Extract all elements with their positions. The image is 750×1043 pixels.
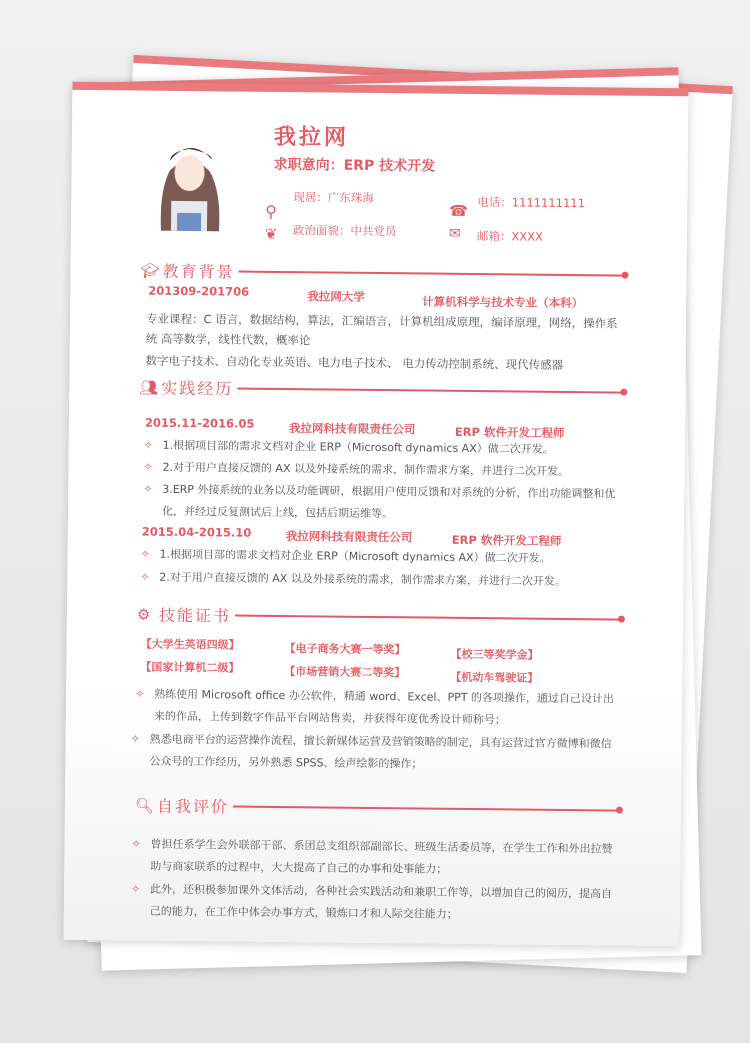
political-status: 政治面貌：中共党员 — [292, 223, 397, 239]
skill-item: ✧ 熟练使用 Microsoft office 办公软件，精通 word、Excel、PPT 的各项操作，通过自己设计出来的作品，上传到数字作品平台网站售卖，并获得年度优秀设计师称号； — [135, 687, 615, 727]
section-self-evaluation — [135, 793, 620, 821]
edu-courses-2: 数字电子技术、自动化专业英语、电力电子技术、 电力传动控制系统、现代传感器 — [145, 353, 564, 372]
section-title: 自我评价 — [156, 796, 230, 817]
phone-icon: ☎ — [449, 201, 468, 220]
job-company: 我拉网科技有限责任公司 — [288, 421, 416, 437]
skill-item: ✧ 熟悉电商平台的运营操作流程，擅长新媒体运营及营销策略的制定，具有运营过官方微博和微信公众号的工作经历，另外熟悉 SPSS、绘声绘影的操作； — [130, 732, 612, 771]
section-title: 教育背景 — [162, 261, 235, 282]
section-experience — [139, 376, 624, 404]
job-intent: 求职意向：ERP 技术开发 — [273, 156, 436, 175]
job-period: 2015.04-2015.10 — [141, 524, 252, 540]
self-item: ✧ 曾担任系学生会外联部干部、系团总支组织部副部长、班级生活委员等，在学生工作和外出拉赞助与商家联系的过程中，大大提高了自己的办事和处事能力； — [131, 837, 613, 876]
job-item: ✧ 2.对于用户直接反馈的 AX 以及外接系统的需求，制作需求方案，并进行二次开发。 — [140, 570, 566, 588]
phone: 电话：1111111111 — [477, 195, 586, 211]
job-item: ✧ 2.对于用户直接反馈的 AX 以及外接系统的需求，制作需求方案，并进行二次开发。 — [143, 460, 570, 479]
edu-school: 我拉网大学 — [307, 289, 365, 304]
email: 邮箱：XXXX — [476, 229, 544, 244]
section-title: 实践经历 — [161, 378, 234, 399]
cert: 【校三等奖学金】 — [450, 647, 539, 662]
cert: 【电子商务大赛一等奖】 — [284, 642, 406, 657]
cert: 【市场营销大赛二等奖】 — [284, 665, 406, 680]
job-role: ERP 软件开发工程师 — [454, 424, 565, 440]
mail-icon: ✉ — [448, 225, 461, 242]
applicant-name: 我拉网 — [273, 124, 350, 151]
job-item: ✧ 1.根据项目部的需求文档对企业 ERP（Microsoft dynamics AX）做二次开发。 — [140, 547, 551, 565]
cert: 【国家计算机二级】 — [140, 660, 240, 675]
self-item: ✧ 此外，还积极参加课外文体活动，各种社会实践活动和兼职工作等，以增加自己的阅历，提高自己的能力，在工作中体会办事方式，锻炼口才和人际交往能力； — [130, 882, 613, 921]
people-icon: 👥︎ — [139, 378, 159, 397]
avatar — [149, 131, 230, 232]
cert: 【大学生英语四级】 — [140, 637, 240, 652]
section-skills — [137, 603, 622, 631]
leaf-icon: ❦ — [264, 224, 278, 243]
section-title: 技能证书 — [158, 605, 232, 626]
cert: 【机动车驾驶证】 — [450, 670, 539, 685]
gears-icon: ⚙ — [136, 605, 151, 624]
magnifier-icon: 🔍︎ — [134, 795, 155, 815]
edu-period: 201309-201706 — [148, 283, 250, 299]
job-item: ✧ 1.根据项目部的需求文档对企业 ERP（Microsoft dynamics AX）做二次开发。 — [143, 438, 554, 456]
location-icon: ⚲ — [265, 201, 277, 221]
edu-major: 计算机科学与技术专业（本科） — [422, 294, 584, 311]
job-item: ✧ 3.ERP 外接系统的业务以及功能调研，根据用户使用反馈和对系统的分析，作出功能调整和优化，并经过反复测试后上线，包括后期运维等。 — [143, 482, 616, 521]
residence: 现居：广东珠海 — [293, 190, 374, 205]
edu-courses: 专业课程：C 语言，数据结构，算法，汇编语言，计算机组成原理，编译原理，网络，操作系统 高等数学，线性代数，概率论 — [145, 311, 618, 348]
job-role: ERP 软件开发工程师 — [451, 532, 562, 548]
job-period: 2015.11-2016.05 — [144, 415, 255, 431]
section-education — [140, 259, 625, 287]
graduation-cap-icon: 🎓︎ — [140, 261, 160, 280]
resume-page — [64, 82, 689, 946]
job-company: 我拉网科技有限责任公司 — [285, 529, 413, 545]
